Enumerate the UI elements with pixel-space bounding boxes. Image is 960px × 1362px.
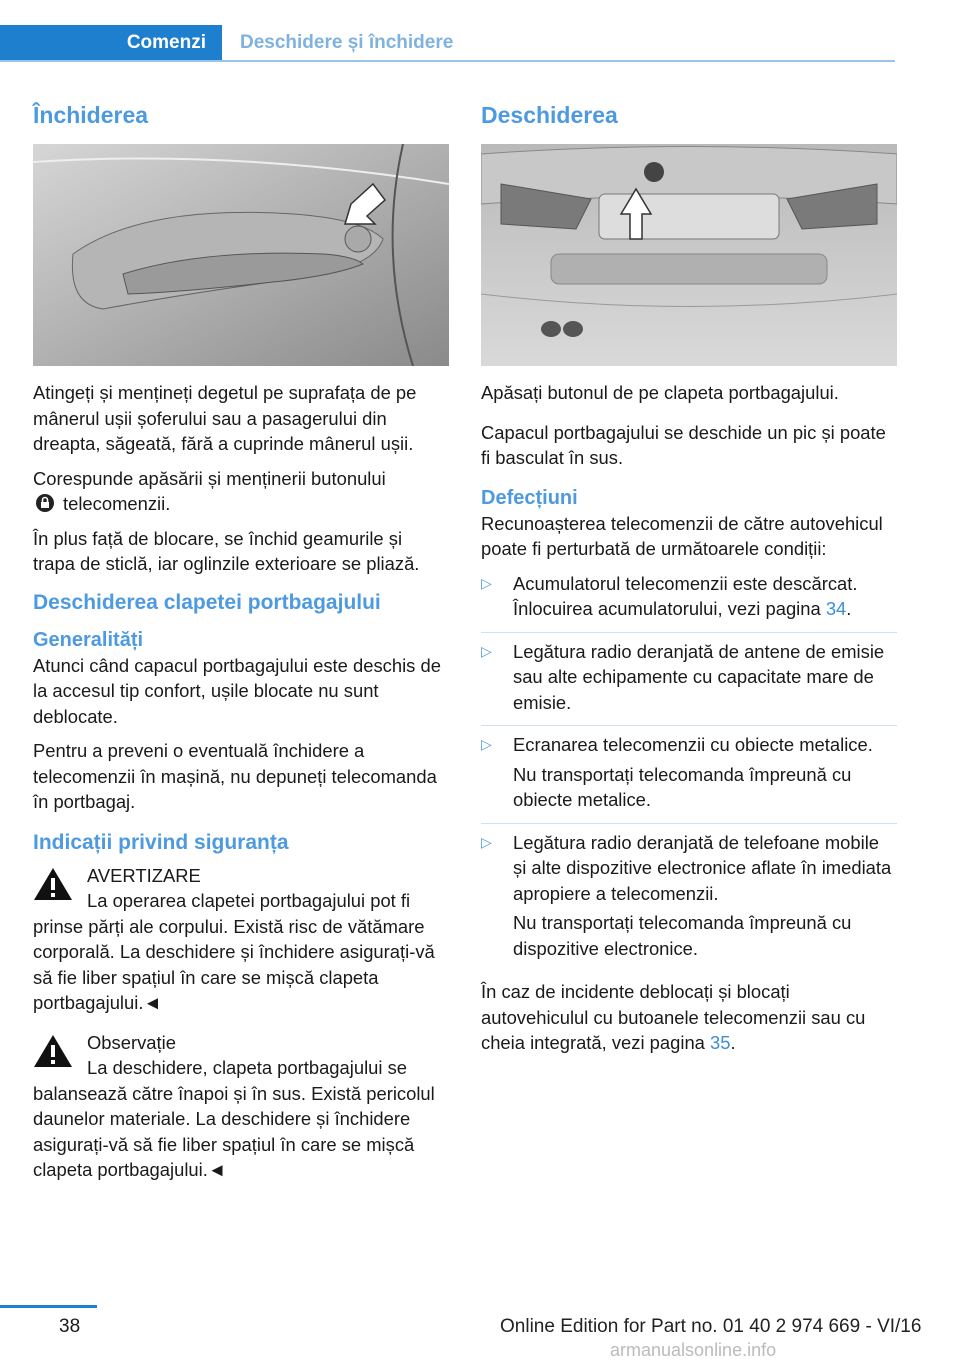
triangle-bullet-icon: ▷ bbox=[481, 574, 492, 591]
header-tab-open-close[interactable]: Deschidere și închidere bbox=[240, 32, 454, 53]
warning-triangle-icon bbox=[33, 867, 73, 901]
watermark: armanualsonline.info bbox=[610, 1340, 777, 1360]
header-tab-commands[interactable] bbox=[0, 25, 222, 62]
warning-title: AVERTIZARE bbox=[87, 864, 201, 886]
notice-block bbox=[33, 1030, 449, 1183]
page-number: 38 bbox=[59, 1316, 81, 1337]
subsection-general: Generalități bbox=[33, 628, 144, 651]
notice-text: balansează către înapoi și în sus. Există pericolul daunelor materiale. La deschidere și închidere asigurați-vă să fie liber spațiul în care se mișcă clapeta portbagajului.◄ bbox=[33, 1082, 435, 1180]
opening-paragraph-2: Capacul portbagajului se deschide un pic și poate fi basculat în sus. bbox=[481, 421, 886, 468]
section-title-opening: Deschiderea bbox=[481, 102, 618, 128]
page-link-35[interactable]: 35 bbox=[710, 1032, 731, 1053]
trunk-figure bbox=[481, 144, 897, 366]
triangle-bullet-icon: ▷ bbox=[481, 642, 492, 659]
page-link-34[interactable]: 34 bbox=[825, 598, 847, 619]
triangle-bullet-icon: ▷ bbox=[481, 736, 492, 752]
warning-first-line: La operarea clapetei portbagajului pot fi bbox=[87, 890, 411, 911]
subsection-safety: Indicații privind siguranța bbox=[33, 830, 289, 854]
closing-paragraph-2: Corespunde apăsării și menținerii butonului telecomenzii. bbox=[33, 467, 386, 514]
warning-block bbox=[33, 863, 449, 1016]
notice-triangle-icon bbox=[33, 1034, 73, 1068]
triangle-bullet-icon: ▷ bbox=[481, 833, 492, 850]
malfunction-list bbox=[481, 571, 897, 972]
edition-info: Online Edition for Part no. 01 40 2 974 669 - VI/16 bbox=[500, 1316, 922, 1337]
malfunctions-intro: Recunoașterea telecomenzii de către autovehicul poate fi perturbată de următoarele condiții: bbox=[481, 512, 883, 559]
header-divider bbox=[0, 60, 895, 62]
section-title-trunk-lid: Deschiderea clapetei portbagajului bbox=[33, 590, 381, 614]
warning-text: prinse părți ale corpului. Există risc de vătămare corporală. La deschidere și închidere asigurați-vă să fie liber spațiul în care se mișcă clapeta portbagajului.◄ bbox=[33, 915, 435, 1013]
notice-title: Observație bbox=[87, 1031, 176, 1053]
general-paragraph-1: Atunci când capacul portbagajului este deschis de la accesul tip confort, ușile blocate nu sunt deblocate. bbox=[33, 654, 441, 727]
closing-paragraph-1: Atingeți și mențineți degetul pe suprafața de pe mânerul ușii șoferului sau a pasagerului din dreapta, săgeată, fără a cuprinde mânerul ușii. bbox=[33, 382, 417, 454]
list-item: ▷ Legătura radio deranjată de telefoane mobile și alte dispozitive electronice aflate în imediata apropiere a telecomenzii. Nu transportați telecomanda împreună cu dispozitive electronice. bbox=[481, 831, 892, 959]
footer-divider bbox=[0, 1305, 97, 1308]
left-column bbox=[33, 100, 449, 1192]
closing-paragraph-3: În plus față de blocare, se închid geamurile și trapa de sticlă, iar oglinzile exterioare se pliază. bbox=[33, 527, 420, 574]
list-item: ▷ Acumulatorul telecomenzii este descărcat. Înlocuirea acumulatorului, vezi pagina 34. bbox=[481, 571, 897, 633]
incident-paragraph: În caz de incidente deblocați și blocați autovehiculul cu butoanele telecomenzii sau cu cheia integrată, vezi pagina 35. bbox=[481, 981, 866, 1053]
notice-first-line: La deschidere, clapeta portbagajului se bbox=[87, 1057, 408, 1078]
subsection-malfunctions: Defecțiuni bbox=[481, 486, 578, 509]
list-item: ▷ Ecranarea telecomenzii cu obiecte metalice. Nu transportați telecomanda împreună cu obiecte metalice. bbox=[481, 732, 897, 824]
right-column bbox=[481, 100, 897, 1065]
header-tab-commands-label: Comenzi bbox=[126, 32, 206, 53]
lock-button-icon bbox=[35, 493, 55, 513]
general-paragraph-2: Pentru a preveni o eventuală închidere a telecomenzii în mașină, nu depuneți telecomanda în portbagaj. bbox=[33, 740, 437, 812]
section-title-closing: Închiderea bbox=[33, 102, 149, 128]
opening-paragraph-1: Apăsați butonul de pe clapeta portbagajului. bbox=[481, 382, 839, 403]
door-handle-figure bbox=[33, 144, 449, 366]
list-item: ▷ Legătura radio deranjată de antene de emisie sau alte echipamente cu capacitate mare de emisie. bbox=[481, 639, 897, 727]
